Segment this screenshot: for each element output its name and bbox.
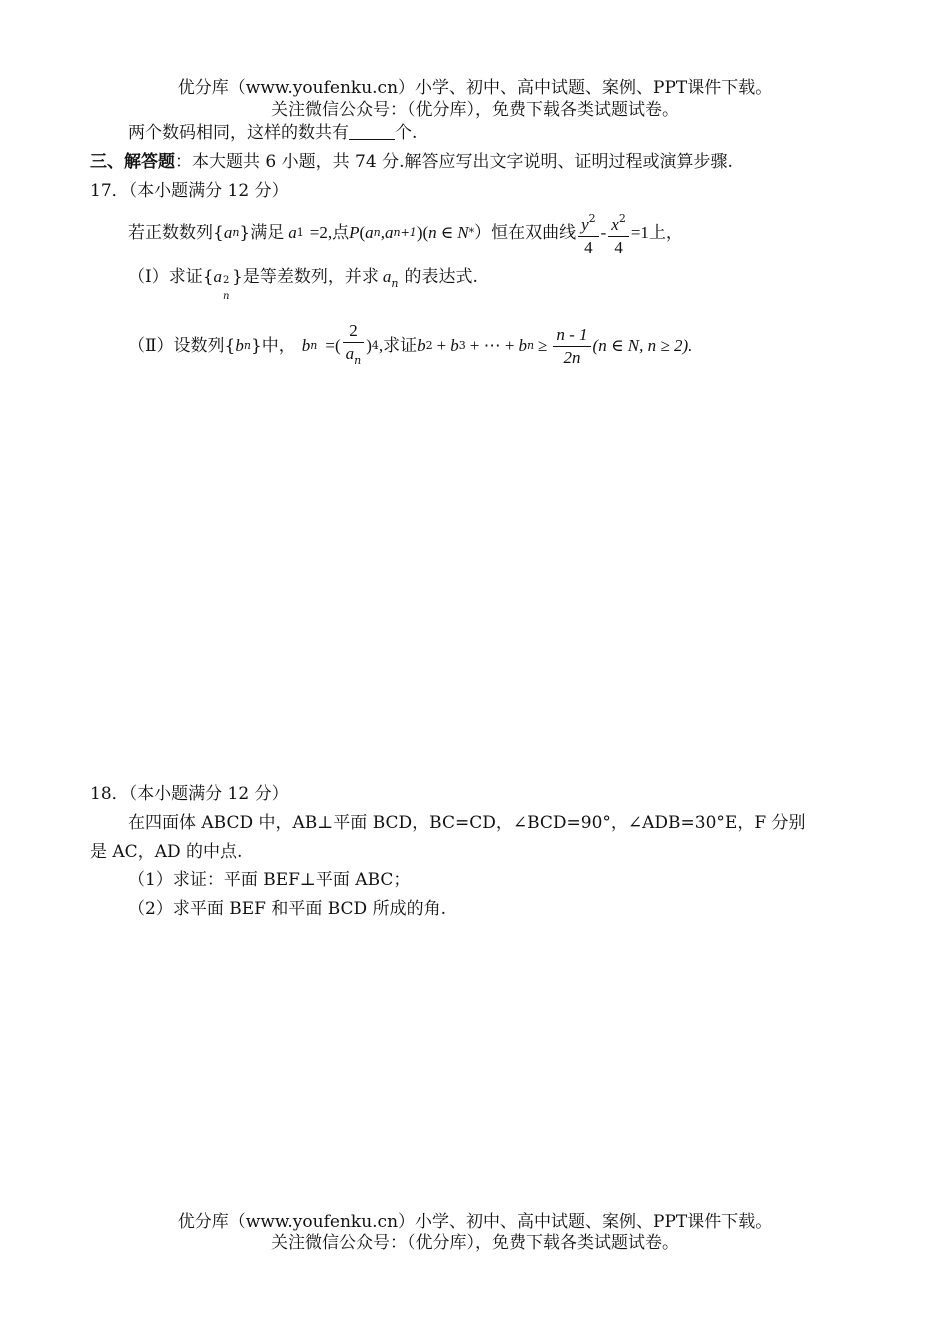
q17-p1-an: a — [382, 267, 392, 286]
q17-x-sup: 2 — [618, 211, 626, 225]
q17-p2-frac2 — [553, 324, 590, 369]
header-line-1: 优分库（www.youfenku.cn）小学、初中、高中试题、案例、PPT课件下载。 — [177, 78, 773, 98]
q17-y-den: 4 — [584, 237, 593, 257]
continuation-line — [128, 122, 417, 144]
q17-eq1: =1 — [630, 223, 649, 242]
q17-a1-sub: 1 — [296, 226, 304, 239]
question-18-line-2: 是 AC，AD 的中点. — [90, 842, 243, 862]
q17-p2-b3: b — [450, 336, 459, 355]
q17-text-e: 上， — [648, 223, 683, 243]
q17-p1-text-a: （Ⅰ）求证{ — [128, 267, 214, 287]
q17-p1-sub: n — [223, 291, 230, 302]
question-18-header: 18．（本小题满分 12 分） — [90, 784, 289, 804]
q17-p2-dots: + ⋯ + — [469, 336, 515, 355]
answer-blank — [349, 123, 395, 140]
q17-p2-text-a: （Ⅱ）设数列{ — [128, 336, 236, 356]
q17-p2-cond: (n ∈ N, n ≥ 2). — [592, 336, 693, 355]
q17-star: * — [468, 226, 475, 239]
q17-text-a: 若正数数列{ — [128, 223, 224, 243]
q17-y-sup: 2 — [588, 211, 596, 225]
q17-P-a2-sub: n+1 — [393, 226, 417, 239]
q17-p2-frac2-num: n - 1 — [553, 324, 590, 347]
section-label: 三、解答题 — [90, 152, 175, 172]
q17-p2-b2: b — [417, 336, 426, 355]
q17-p1-an-sub: n — [391, 277, 399, 290]
q17-p2-b2-sub: 2 — [425, 339, 433, 352]
question-17-part-1 — [128, 266, 478, 302]
q17-a1: a — [288, 223, 297, 242]
footer-line-1: 优分库（www.youfenku.cn）小学、初中、高中试题、案例、PPT课件下载。 — [177, 1212, 773, 1232]
q17-x-den: 4 — [614, 237, 623, 257]
q17-frac-y — [578, 208, 599, 259]
section-instructions: ：本大题共 6 小题，共 74 分.解答应写出文字说明、证明过程或演算步骤. — [175, 152, 733, 172]
q17-p2-b-sub: n — [243, 339, 251, 352]
q17-p2-frac-num: 2 — [343, 320, 365, 343]
q17-p2-frac2-den: 2n — [563, 347, 581, 367]
q17-text-d: ）恒在双曲线 — [474, 223, 577, 243]
q17-a-sub: n — [232, 226, 240, 239]
q17-p2-plus: + — [436, 336, 447, 355]
question-18-part-1: （1）求证：平面 BEF⊥平面 ABC； — [128, 870, 411, 890]
q17-p2-frac-a: a — [345, 344, 355, 363]
question-18-line-1: 在四面体 ABCD 中，AB⊥平面 BCD，BC=CD，∠BCD=90°，∠ADB=30°E，F 分别 — [128, 813, 806, 833]
q17-p2-geq: ≥ — [538, 336, 548, 355]
q17-P-a: a — [365, 223, 374, 242]
q17-p2-text-b: }中， — [250, 336, 296, 356]
q17-text-b: }满足 — [239, 223, 285, 243]
q17-p2-b: b — [235, 336, 244, 355]
q17-P-a2: a — [385, 223, 394, 242]
q17-minus: - — [600, 223, 607, 242]
q17-p1-text-c: 的表达式. — [404, 267, 478, 287]
section-heading — [90, 151, 733, 173]
footer-line-2: 关注微信公众号：（优分库），免费下载各类试题试卷。 — [271, 1233, 679, 1253]
q17-p2-bn2-sub: n — [526, 339, 535, 352]
q17-y: y — [581, 214, 589, 234]
question-17-header: 17．（本小题满分 12 分） — [90, 181, 289, 201]
q17-p1-text-b: }是等差数列，并求 — [232, 267, 379, 287]
question-17-part-2: （Ⅱ）设数列{ b n }中， b n =( $\frac{2}{a_n}$ ) 4 , 求证 b 2 + b 3 + ⋯ + b n ≥ $\frac{n - 1}{2n}$ (n ∈ N, n ≥ 2). — [128, 318, 692, 374]
q17-p2-exp: 4 — [371, 339, 379, 352]
q17-N: N — [457, 223, 469, 242]
q17-p2-frac-sub: n — [354, 354, 362, 367]
question-17-intro: 若正数数列{ a n }满足 a 1 =2, 点 P ( a n , a n+1 )( n ∈ N * ）恒在双曲线 $\frac{y^2}{4}$ - $\frac{x^2}{4}$ =1 上， — [128, 210, 683, 256]
q17-n: n — [428, 223, 437, 242]
q17-p1-sup: 2 — [223, 275, 230, 286]
header-line-2: 关注微信公众号：（优分库），免费下载各类试题试卷。 — [271, 100, 679, 120]
q17-frac-x — [608, 208, 629, 259]
q17-P-a-sub: n — [373, 226, 381, 239]
q17-p2-text-c: 求证 — [383, 336, 418, 356]
q17-p2-frac — [343, 320, 365, 372]
q17-x: x — [611, 214, 619, 234]
continuation-text: 两个数码相同，这样的数共有 — [128, 123, 349, 143]
question-18-part-2: （2）求平面 BEF 和平面 BCD 所成的角. — [128, 899, 446, 919]
q17-a: a — [223, 223, 233, 242]
q17-text-c: 点 — [332, 223, 350, 243]
q17-P: P — [349, 223, 360, 242]
q17-eq2: =2, — [309, 223, 333, 242]
continuation-end: 个. — [395, 123, 418, 143]
q17-p2-bn-sub: n — [310, 339, 318, 352]
q17-p2-bn2: b — [518, 336, 527, 355]
q17-p2-bn: b — [301, 336, 311, 355]
q17-in: ∈ — [440, 223, 454, 242]
q17-p1-a: a — [213, 267, 223, 286]
q17-p2-b3-sub: 3 — [458, 339, 466, 352]
